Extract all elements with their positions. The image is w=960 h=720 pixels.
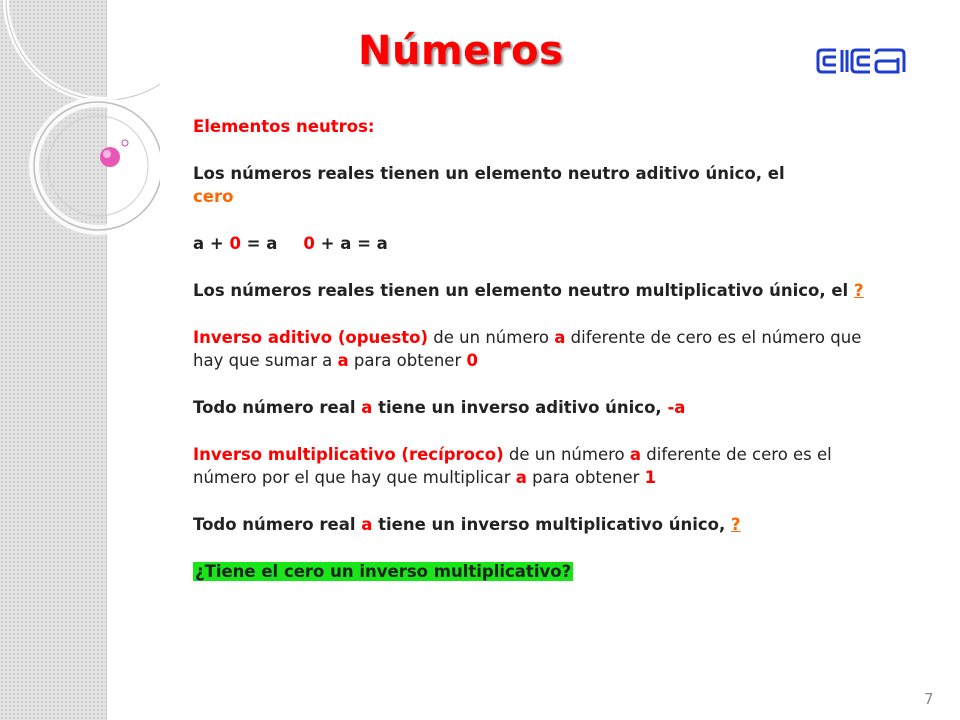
page-number: 7: [924, 690, 934, 708]
page-title: Números: [358, 28, 564, 74]
equation-line: a + 0 = a 0 + a = a: [193, 234, 388, 253]
neutral-multiplicative-paragraph: Los números reales tienen un elemento neutro multiplicativo único, el ?: [193, 281, 864, 300]
highlight-cero: cero: [193, 187, 234, 206]
cica-logo: [816, 46, 906, 78]
highlighted-question: ¿Tiene el cero un inverso multiplicativo?: [195, 562, 572, 581]
multiplicative-inverse-statement: Todo número real a tiene un inverso multiplicativo único, ?: [193, 515, 741, 534]
additive-inverse-definition: Inverso aditivo (opuesto) de un número a diferente de cero es el número que hay que sumar a a para obtener 0: [193, 328, 862, 370]
slide-content: [193, 115, 873, 607]
question-link[interactable]: ?: [731, 515, 741, 534]
section-heading: Elementos neutros:: [193, 117, 375, 136]
closing-question: [193, 560, 873, 583]
pink-bullet-icon: [100, 147, 120, 167]
decorative-circles: [0, 0, 160, 240]
neutral-additive-paragraph: Los números reales tienen un elemento neutro aditivo único, el cero: [193, 164, 785, 206]
additive-inverse-statement: Todo número real a tiene un inverso aditivo único, -a: [193, 398, 686, 417]
multiplicative-inverse-definition: Inverso multiplicativo (recíproco) de un número a diferente de cero es el número por el que hay que multiplicar a para obtener 1: [193, 445, 832, 487]
question-link[interactable]: ?: [853, 281, 864, 300]
